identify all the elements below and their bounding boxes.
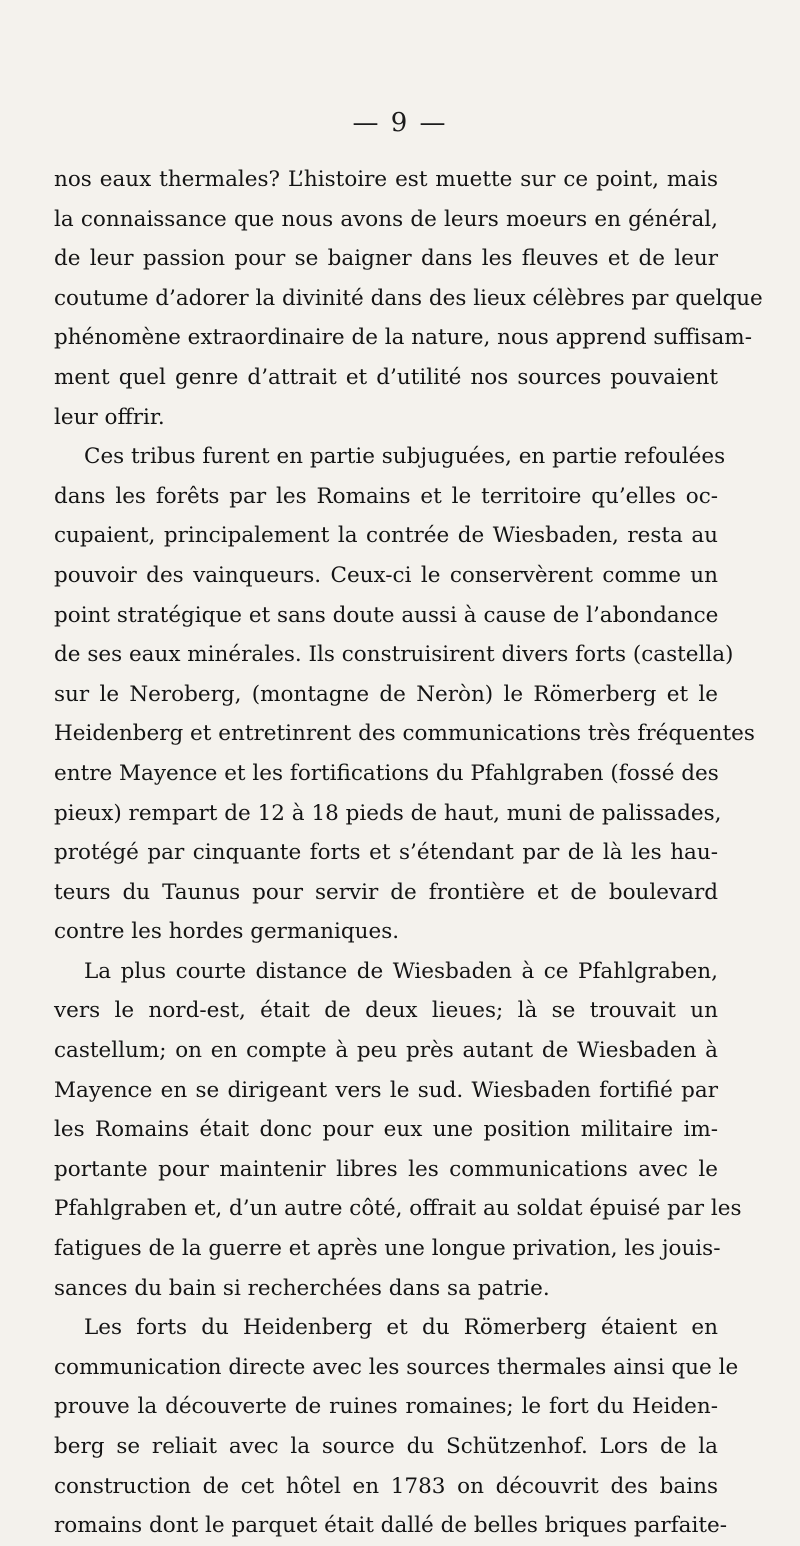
text-line: sances du bain si recherchées dans sa patrie. [54, 1275, 550, 1301]
text-line: communication directe avec les sources thermales ainsi que le [54, 1354, 739, 1380]
text-line: portante pour maintenir libres les communications avec le [54, 1156, 718, 1182]
text-line: prouve la découverte de ruines romaines; le fort du Heiden- [54, 1394, 718, 1420]
text-line: leur offrir. [54, 404, 165, 430]
text-line: sur le Neroberg, (montagne de Neròn) le Römerberg et le [54, 681, 718, 707]
text-line: de ses eaux minérales. Ils construisirent divers forts (castella) [54, 642, 734, 668]
text-line: entre Mayence et les fortifications du Pfahlgraben (fossé des [54, 760, 719, 786]
text-line: protégé par cinquante forts et s’étendant par de là les hau- [54, 840, 718, 866]
text-line: pieux) rempart de 12 à 18 pieds de haut, muni de palissades, [54, 800, 722, 826]
text-line: Mayence en se dirigeant vers le sud. Wiesbaden fortifié par [54, 1077, 718, 1103]
text-line: nos eaux thermales? L’histoire est muette sur ce point, mais [54, 167, 718, 192]
text-line: pouvoir des vainqueurs. Ceux-ci le conservèrent comme un [54, 562, 718, 588]
text-line: romains dont le parquet était dallé de belles briques parfaite- [54, 1513, 727, 1539]
text-line: phénomène extraordinaire de la nature, nous apprend suffisam- [54, 325, 752, 351]
text-line: contre les hordes germaniques. [54, 919, 400, 945]
page-number: — 9 — [352, 108, 448, 138]
paragraph-start-line: La plus courte distance de Wiesbaden à ce Pfahlgraben, [84, 958, 718, 984]
text-line: berg se reliait avec la source du Schützenhof. Lors de la [54, 1434, 718, 1459]
text-line: fatigues de la guerre et après une longue privation, les jouis- [54, 1236, 721, 1262]
body-text [54, 160, 763, 1546]
paragraph-start-line: Les forts du Heidenberg et du Römerberg étaient en [84, 1315, 718, 1341]
text-line: point stratégique et sans doute aussi à cause de l’abondance [54, 602, 719, 628]
text-line: construction de cet hôtel en 1783 on découvrit des bains [54, 1473, 718, 1499]
text-line: Heidenberg et entretinrent des communications très fréquentes [54, 721, 755, 747]
text-line: vers le nord-est, était de deux lieues; là se trouvait un [54, 998, 718, 1024]
text-line: Pfahlgraben et, d’un autre côté, offrait au soldat épuisé par les [54, 1196, 742, 1222]
text-line: dans les forêts par les Romains et le territoire qu’elles oc- [54, 483, 718, 509]
text-line: teurs du Taunus pour servir de frontière et de boulevard [54, 879, 718, 905]
text-line: coutume d’adorer la divinité dans des lieux célèbres par quelque [54, 285, 763, 311]
text-line: castellum; on en compte à peu près autant de Wiesbaden à [54, 1038, 718, 1064]
text-line: les Romains était donc pour eux une position militaire im- [54, 1117, 718, 1143]
text-line: la connaissance que nous avons de leurs moeurs en général, [54, 206, 718, 232]
paragraph-start-line: Ces tribus furent en partie subjuguées, en partie refoulées [84, 444, 726, 470]
text-line: de leur passion pour se baigner dans les fleuves et de leur [54, 246, 718, 272]
text-line: cupaient, principalement la contrée de Wiesbaden, resta au [54, 523, 718, 549]
text-line: ment quel genre d’attrait et d’utilité nos sources pouvaient [54, 364, 718, 390]
